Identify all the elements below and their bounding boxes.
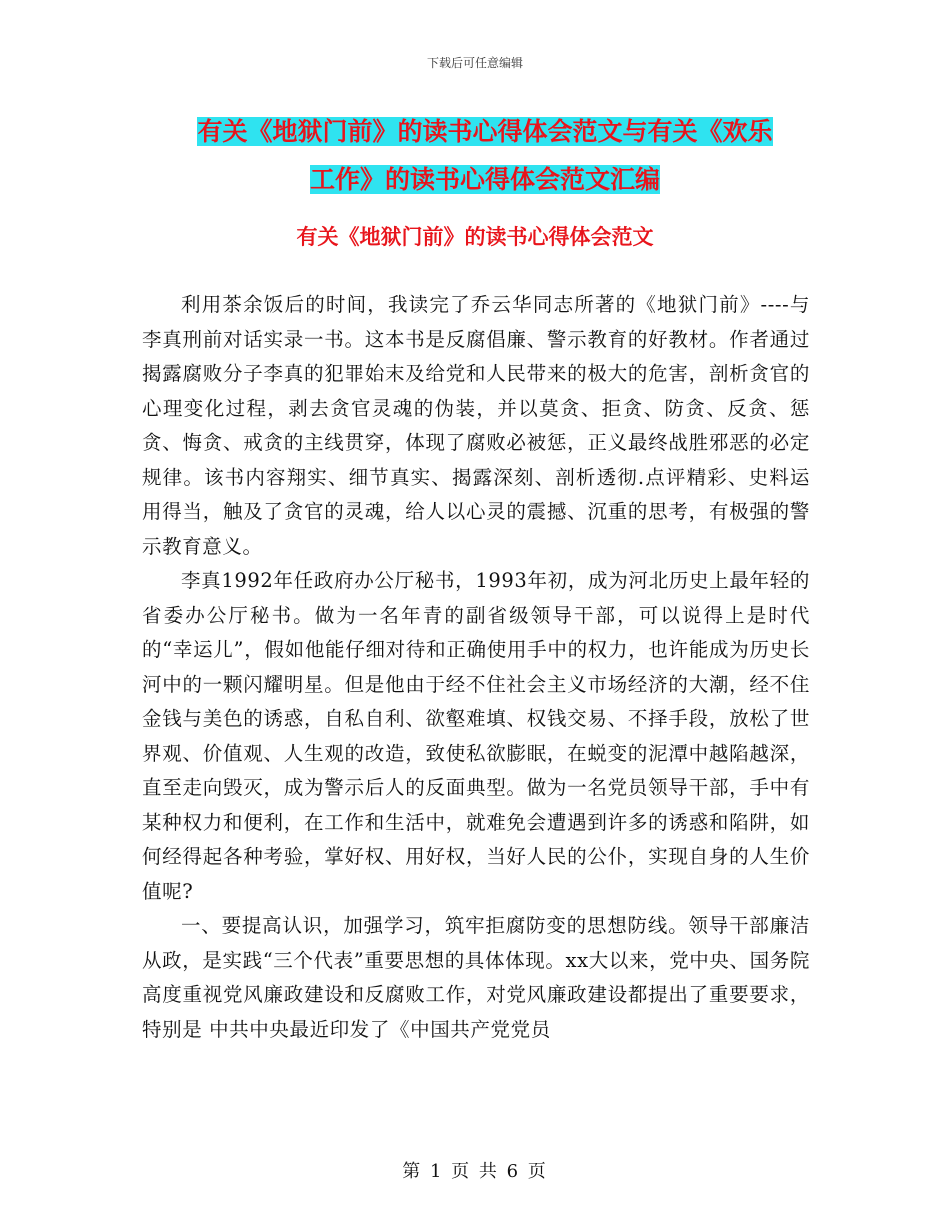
section-title: 有关《地狱门前》的读书心得体会范文 [296,225,654,249]
page-header-note: 下载后可任意编辑 [426,56,523,70]
document-title [150,108,820,204]
page-number: 第 1 页 共 6 页 [402,1161,548,1182]
title-line-1: 有关《地狱门前》的读书心得体会范文与有关《欢乐 [197,117,773,146]
body-text [142,288,810,1047]
paragraph: 利用茶余饭后的时间，我读完了乔云华同志所著的《地狱门前》----与李真刑前对话实录一书。这本书是反腐倡廉、警示教育的好教材。作者通过揭露腐败分子李真的犯罪始末及给党和人民带来的极大的危害，剖析贪官的心理变化过程，剥去贪官灵魂的伪装，并以莫贪、拒贪、防贪、反贪、惩贪、悔贪、戒贪的主线贯穿，体现了腐败必被惩，正义最终战胜邪恶的必定规律。该书内容翔实、细节真实、揭露深刻、剖析透彻.点评精彩、史料运用得当，触及了贪官的灵魂，给人以心灵的震撼、沉重的思考，有极强的警示教育意义。 [142,293,810,558]
title-line-2: 工作》的读书心得体会范文汇编 [309,165,660,194]
paragraph: 李真1992年任政府办公厅秘书，1993年初，成为河北历史上最年轻的省委办公厅秘书。做为一名年青的副省级领导干部，可以说得上是时代的“幸运儿”，假如他能仔细对待和正确使用手中的权力，也许能成为历史长河中的一颗闪耀明星。但是他由于经不住社会主义市场经济的大潮，经不住金钱与美色的诱惑，自私自利、欲壑难填、权钱交易、不择手段，放松了世界观、价值观、人生观的改造，致使私欲膨眠，在蜕变的泥潭中越陷越深，直至走向毁灭，成为警示后人的反面典型。做为一名党员领导干部，手中有某种权力和便利，在工作和生活中，就难免会遭遇到许多的诱惑和陷阱，如何经得起各种考验，掌好权、用好权，当好人民的公仆，实现自身的人生价值呢? [142,569,810,903]
paragraph: 一、要提高认识，加强学习，筑牢拒腐防变的思想防线。领导干部廉洁从政，是实践“三个代表”重要思想的具体体现。xx大以来，党中央、国务院高度重视党风廉政建设和反腐败工作，对党风廉政建设都提出了重要要求，特别是 中共中央最近印发了《中国共产党党员 [142,914,810,1041]
